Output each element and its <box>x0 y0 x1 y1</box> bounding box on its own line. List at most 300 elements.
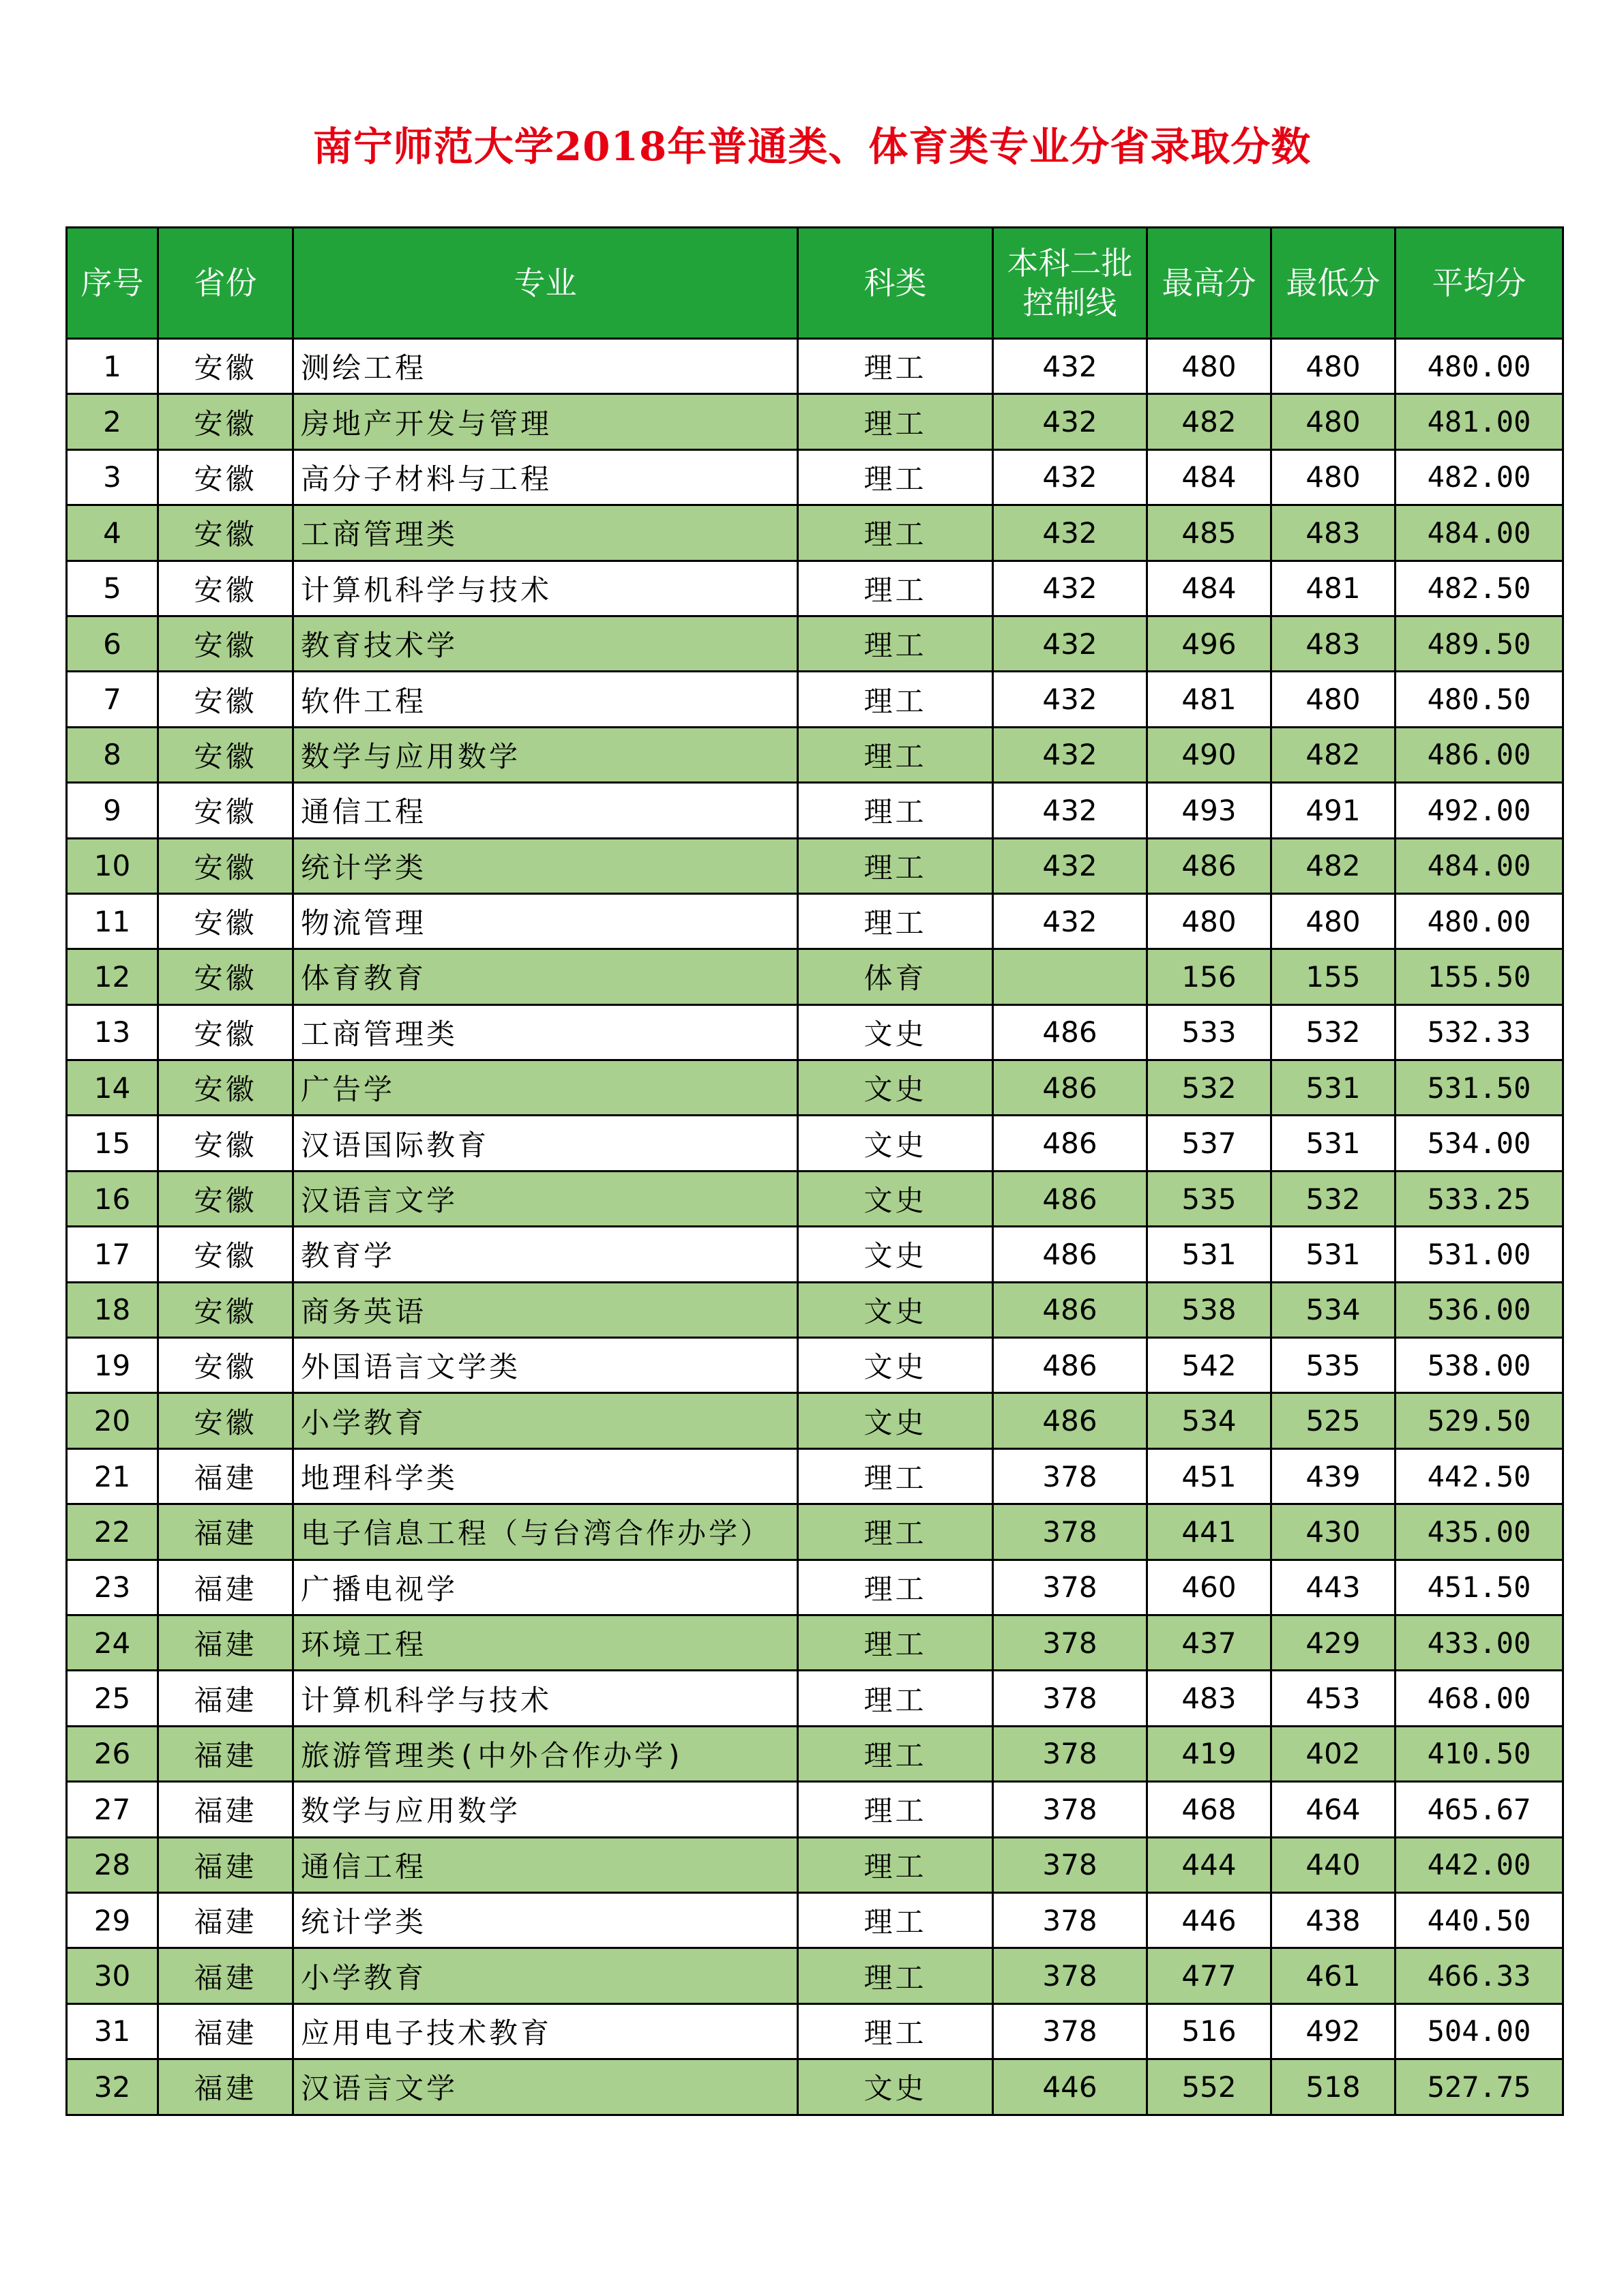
cell-province: 安徽 <box>158 561 293 616</box>
cell-province: 安徽 <box>158 449 293 505</box>
cell-avg: 465.67 <box>1396 1782 1563 1837</box>
cell-major: 测绘工程 <box>293 339 798 394</box>
cell-seq: 17 <box>67 1227 158 1282</box>
cell-category: 理工 <box>798 561 993 616</box>
cell-seq: 8 <box>67 727 158 782</box>
cell-control-line: 486 <box>993 1116 1147 1171</box>
cell-min: 430 <box>1271 1504 1396 1560</box>
cell-min: 525 <box>1271 1393 1396 1448</box>
cell-avg: 481.00 <box>1396 394 1563 449</box>
cell-control-line: 486 <box>993 1282 1147 1337</box>
cell-major: 环境工程 <box>293 1615 798 1670</box>
table-header <box>67 228 1563 339</box>
cell-avg: 504.00 <box>1396 2003 1563 2059</box>
cell-max: 493 <box>1147 783 1271 838</box>
cell-province: 福建 <box>158 1448 293 1504</box>
cell-major: 汉语言文学 <box>293 2059 798 2115</box>
cell-province: 福建 <box>158 1892 293 1948</box>
cell-avg: 538.00 <box>1396 1338 1563 1393</box>
cell-category: 理工 <box>798 838 993 893</box>
cell-category: 理工 <box>798 1615 993 1670</box>
cell-province: 安徽 <box>158 783 293 838</box>
cell-avg: 484.00 <box>1396 505 1563 561</box>
cell-category: 理工 <box>798 2003 993 2059</box>
cell-seq: 14 <box>67 1060 158 1116</box>
cell-province: 安徽 <box>158 394 293 449</box>
cell-seq: 9 <box>67 783 158 838</box>
cell-min: 402 <box>1271 1726 1396 1781</box>
cell-min: 155 <box>1271 949 1396 1004</box>
cell-province: 福建 <box>158 1671 293 1726</box>
cell-avg: 486.00 <box>1396 727 1563 782</box>
cell-min: 480 <box>1271 394 1396 449</box>
cell-category: 文史 <box>798 2059 993 2115</box>
cell-max: 482 <box>1147 394 1271 449</box>
cell-control-line: 432 <box>993 561 1147 616</box>
cell-avg: 532.33 <box>1396 1004 1563 1060</box>
cell-seq: 30 <box>67 1948 158 2003</box>
cell-category: 理工 <box>798 1560 993 1615</box>
cell-control-line: 432 <box>993 616 1147 671</box>
table-row <box>67 1615 1563 1670</box>
cell-control-line: 432 <box>993 505 1147 561</box>
table-row <box>67 2059 1563 2115</box>
cell-control-line: 432 <box>993 838 1147 893</box>
cell-min: 482 <box>1271 838 1396 893</box>
cell-category: 理工 <box>798 1448 993 1504</box>
cell-min: 531 <box>1271 1116 1396 1171</box>
cell-avg: 433.00 <box>1396 1615 1563 1670</box>
cell-major: 物流管理 <box>293 893 798 949</box>
table-row <box>67 339 1563 394</box>
cell-major: 高分子材料与工程 <box>293 449 798 505</box>
cell-max: 483 <box>1147 1671 1271 1726</box>
cell-control-line: 378 <box>993 1504 1147 1560</box>
cell-seq: 11 <box>67 893 158 949</box>
cell-control-line <box>993 949 1147 1004</box>
cell-major: 外国语言文学类 <box>293 1338 798 1393</box>
cell-min: 483 <box>1271 505 1396 561</box>
cell-major: 旅游管理类(中外合作办学) <box>293 1726 798 1781</box>
cell-max: 481 <box>1147 672 1271 727</box>
cell-min: 483 <box>1271 616 1396 671</box>
cell-province: 安徽 <box>158 1060 293 1116</box>
cell-province: 安徽 <box>158 949 293 1004</box>
cell-control-line: 378 <box>993 1615 1147 1670</box>
cell-category: 理工 <box>798 394 993 449</box>
cell-major: 数学与应用数学 <box>293 1782 798 1837</box>
cell-category: 文史 <box>798 1171 993 1226</box>
cell-province: 福建 <box>158 1615 293 1670</box>
cell-control-line: 486 <box>993 1338 1147 1393</box>
cell-max: 531 <box>1147 1227 1271 1282</box>
cell-min: 518 <box>1271 2059 1396 2115</box>
cell-min: 481 <box>1271 561 1396 616</box>
cell-min: 480 <box>1271 339 1396 394</box>
cell-control-line: 486 <box>993 1004 1147 1060</box>
cell-major: 工商管理类 <box>293 505 798 561</box>
cell-control-line: 486 <box>993 1171 1147 1226</box>
cell-min: 492 <box>1271 2003 1396 2059</box>
cell-max: 477 <box>1147 1948 1271 2003</box>
cell-control-line: 432 <box>993 672 1147 727</box>
header-control-line-1: 本科二批 <box>1007 245 1133 282</box>
cell-province: 安徽 <box>158 838 293 893</box>
cell-seq: 2 <box>67 394 158 449</box>
table-row <box>67 1227 1563 1282</box>
cell-major: 小学教育 <box>293 1948 798 2003</box>
table-row <box>67 672 1563 727</box>
cell-province: 福建 <box>158 2059 293 2115</box>
cell-min: 429 <box>1271 1615 1396 1670</box>
cell-category: 理工 <box>798 449 993 505</box>
table-row <box>67 783 1563 838</box>
table-row <box>67 1726 1563 1781</box>
cell-control-line: 378 <box>993 1671 1147 1726</box>
table-row <box>67 616 1563 671</box>
cell-seq: 7 <box>67 672 158 727</box>
cell-category: 理工 <box>798 672 993 727</box>
cell-control-line: 432 <box>993 783 1147 838</box>
table-row <box>67 1948 1563 2003</box>
cell-seq: 24 <box>67 1615 158 1670</box>
table-row <box>67 1338 1563 1393</box>
cell-seq: 32 <box>67 2059 158 2115</box>
header-control-line <box>993 228 1147 339</box>
cell-major: 汉语国际教育 <box>293 1116 798 1171</box>
cell-major: 计算机科学与技术 <box>293 1671 798 1726</box>
cell-category: 理工 <box>798 1782 993 1837</box>
cell-major: 应用电子技术教育 <box>293 2003 798 2059</box>
table-row <box>67 505 1563 561</box>
cell-category: 理工 <box>798 1504 993 1560</box>
header-category: 科类 <box>798 228 993 339</box>
cell-seq: 22 <box>67 1504 158 1560</box>
cell-seq: 15 <box>67 1116 158 1171</box>
cell-province: 安徽 <box>158 616 293 671</box>
cell-province: 安徽 <box>158 727 293 782</box>
cell-category: 体育 <box>798 949 993 1004</box>
table-row <box>67 727 1563 782</box>
header-avg: 平均分 <box>1396 228 1563 339</box>
table-row <box>67 1837 1563 1892</box>
header-row <box>67 228 1563 339</box>
cell-avg: 482.00 <box>1396 449 1563 505</box>
cell-avg: 480.50 <box>1396 672 1563 727</box>
header-max: 最高分 <box>1147 228 1271 339</box>
cell-max: 533 <box>1147 1004 1271 1060</box>
cell-major: 小学教育 <box>293 1393 798 1448</box>
cell-max: 460 <box>1147 1560 1271 1615</box>
cell-max: 484 <box>1147 449 1271 505</box>
cell-avg: 451.50 <box>1396 1560 1563 1615</box>
cell-max: 480 <box>1147 339 1271 394</box>
cell-major: 通信工程 <box>293 783 798 838</box>
cell-min: 438 <box>1271 1892 1396 1948</box>
cell-min: 531 <box>1271 1060 1396 1116</box>
cell-avg: 529.50 <box>1396 1393 1563 1448</box>
cell-max: 446 <box>1147 1892 1271 1948</box>
table-row <box>67 893 1563 949</box>
cell-control-line: 378 <box>993 1448 1147 1504</box>
table-row <box>67 949 1563 1004</box>
cell-province: 福建 <box>158 1837 293 1892</box>
cell-max: 480 <box>1147 893 1271 949</box>
cell-category: 理工 <box>798 505 993 561</box>
cell-province: 安徽 <box>158 505 293 561</box>
cell-min: 532 <box>1271 1171 1396 1226</box>
cell-max: 419 <box>1147 1726 1271 1781</box>
cell-control-line: 432 <box>993 893 1147 949</box>
cell-max: 537 <box>1147 1116 1271 1171</box>
cell-avg: 410.50 <box>1396 1726 1563 1781</box>
cell-min: 532 <box>1271 1004 1396 1060</box>
table-row <box>67 1448 1563 1504</box>
table-row <box>67 1393 1563 1448</box>
cell-category: 理工 <box>798 727 993 782</box>
table-row <box>67 1116 1563 1171</box>
cell-max: 532 <box>1147 1060 1271 1116</box>
cell-max: 542 <box>1147 1338 1271 1393</box>
cell-control-line: 378 <box>993 1892 1147 1948</box>
cell-major: 广播电视学 <box>293 1560 798 1615</box>
cell-category: 文史 <box>798 1227 993 1282</box>
cell-major: 统计学类 <box>293 838 798 893</box>
table-row <box>67 1504 1563 1560</box>
cell-min: 461 <box>1271 1948 1396 2003</box>
cell-max: 441 <box>1147 1504 1271 1560</box>
cell-avg: 480.00 <box>1396 893 1563 949</box>
table-row <box>67 1892 1563 1948</box>
table-row <box>67 1671 1563 1726</box>
cell-province: 安徽 <box>158 1004 293 1060</box>
cell-avg: 480.00 <box>1396 339 1563 394</box>
cell-province: 安徽 <box>158 893 293 949</box>
cell-seq: 1 <box>67 339 158 394</box>
cell-max: 534 <box>1147 1393 1271 1448</box>
cell-seq: 25 <box>67 1671 158 1726</box>
table-row <box>67 1560 1563 1615</box>
cell-province: 安徽 <box>158 1393 293 1448</box>
table-row <box>67 838 1563 893</box>
cell-control-line: 432 <box>993 394 1147 449</box>
cell-avg: 466.33 <box>1396 1948 1563 2003</box>
cell-control-line: 432 <box>993 449 1147 505</box>
cell-avg: 442.00 <box>1396 1837 1563 1892</box>
cell-min: 491 <box>1271 783 1396 838</box>
header-seq: 序号 <box>67 228 158 339</box>
cell-major: 房地产开发与管理 <box>293 394 798 449</box>
cell-avg: 534.00 <box>1396 1116 1563 1171</box>
cell-province: 安徽 <box>158 339 293 394</box>
cell-avg: 435.00 <box>1396 1504 1563 1560</box>
cell-max: 535 <box>1147 1171 1271 1226</box>
cell-max: 552 <box>1147 2059 1271 2115</box>
table-row <box>67 2003 1563 2059</box>
cell-category: 文史 <box>798 1116 993 1171</box>
cell-province: 安徽 <box>158 1227 293 1282</box>
table-row <box>67 1171 1563 1226</box>
cell-control-line: 378 <box>993 1782 1147 1837</box>
cell-control-line: 486 <box>993 1227 1147 1282</box>
cell-major: 商务英语 <box>293 1282 798 1337</box>
cell-seq: 27 <box>67 1782 158 1837</box>
cell-avg: 536.00 <box>1396 1282 1563 1337</box>
page-title: 南宁师范大学2018年普通类、体育类专业分省录取分数 <box>312 123 1312 170</box>
cell-control-line: 378 <box>993 1948 1147 2003</box>
cell-category: 理工 <box>798 1837 993 1892</box>
cell-seq: 10 <box>67 838 158 893</box>
cell-max: 486 <box>1147 838 1271 893</box>
cell-major: 通信工程 <box>293 1837 798 1892</box>
cell-seq: 4 <box>67 505 158 561</box>
cell-major: 数学与应用数学 <box>293 727 798 782</box>
cell-category: 文史 <box>798 1060 993 1116</box>
cell-avg: 482.50 <box>1396 561 1563 616</box>
cell-max: 451 <box>1147 1448 1271 1504</box>
cell-major: 汉语言文学 <box>293 1171 798 1226</box>
table-body <box>67 339 1563 2115</box>
cell-control-line: 486 <box>993 1060 1147 1116</box>
cell-major: 体育教育 <box>293 949 798 1004</box>
cell-avg: 531.50 <box>1396 1060 1563 1116</box>
cell-control-line: 378 <box>993 1837 1147 1892</box>
cell-max: 437 <box>1147 1615 1271 1670</box>
cell-avg: 442.50 <box>1396 1448 1563 1504</box>
cell-min: 480 <box>1271 449 1396 505</box>
cell-control-line: 432 <box>993 339 1147 394</box>
table-row <box>67 1060 1563 1116</box>
cell-category: 文史 <box>798 1338 993 1393</box>
cell-major: 软件工程 <box>293 672 798 727</box>
cell-avg: 533.25 <box>1396 1171 1563 1226</box>
cell-major: 工商管理类 <box>293 1004 798 1060</box>
cell-major: 教育学 <box>293 1227 798 1282</box>
cell-category: 理工 <box>798 1671 993 1726</box>
cell-province: 安徽 <box>158 672 293 727</box>
cell-min: 480 <box>1271 672 1396 727</box>
cell-seq: 21 <box>67 1448 158 1504</box>
cell-province: 福建 <box>158 1782 293 1837</box>
cell-category: 理工 <box>798 783 993 838</box>
cell-control-line: 378 <box>993 1560 1147 1615</box>
cell-seq: 19 <box>67 1338 158 1393</box>
cell-seq: 28 <box>67 1837 158 1892</box>
cell-category: 理工 <box>798 339 993 394</box>
cell-seq: 13 <box>67 1004 158 1060</box>
cell-province: 安徽 <box>158 1282 293 1337</box>
header-min: 最低分 <box>1271 228 1396 339</box>
cell-seq: 29 <box>67 1892 158 1948</box>
cell-max: 156 <box>1147 949 1271 1004</box>
cell-major: 电子信息工程（与台湾合作办学） <box>293 1504 798 1560</box>
cell-category: 理工 <box>798 1726 993 1781</box>
cell-max: 496 <box>1147 616 1271 671</box>
cell-control-line: 378 <box>993 1726 1147 1781</box>
cell-province: 安徽 <box>158 1338 293 1393</box>
cell-seq: 18 <box>67 1282 158 1337</box>
cell-max: 484 <box>1147 561 1271 616</box>
cell-min: 535 <box>1271 1338 1396 1393</box>
cell-min: 464 <box>1271 1782 1396 1837</box>
cell-seq: 5 <box>67 561 158 616</box>
cell-seq: 16 <box>67 1171 158 1226</box>
cell-major: 教育技术学 <box>293 616 798 671</box>
cell-seq: 26 <box>67 1726 158 1781</box>
cell-avg: 492.00 <box>1396 783 1563 838</box>
cell-control-line: 486 <box>993 1393 1147 1448</box>
cell-min: 453 <box>1271 1671 1396 1726</box>
cell-province: 安徽 <box>158 1171 293 1226</box>
cell-province: 福建 <box>158 1948 293 2003</box>
cell-max: 490 <box>1147 727 1271 782</box>
cell-avg: 155.50 <box>1396 949 1563 1004</box>
table-row <box>67 561 1563 616</box>
cell-min: 443 <box>1271 1560 1396 1615</box>
cell-avg: 531.00 <box>1396 1227 1563 1282</box>
cell-avg: 527.75 <box>1396 2059 1563 2115</box>
cell-province: 安徽 <box>158 1116 293 1171</box>
cell-province: 福建 <box>158 1726 293 1781</box>
cell-major: 广告学 <box>293 1060 798 1116</box>
admission-scores-table <box>65 226 1564 2116</box>
cell-major: 地理科学类 <box>293 1448 798 1504</box>
table-row <box>67 1004 1563 1060</box>
cell-seq: 20 <box>67 1393 158 1448</box>
cell-province: 福建 <box>158 2003 293 2059</box>
cell-category: 文史 <box>798 1393 993 1448</box>
cell-control-line: 378 <box>993 2003 1147 2059</box>
cell-min: 482 <box>1271 727 1396 782</box>
cell-max: 444 <box>1147 1837 1271 1892</box>
cell-max: 468 <box>1147 1782 1271 1837</box>
cell-avg: 489.50 <box>1396 616 1563 671</box>
cell-min: 534 <box>1271 1282 1396 1337</box>
header-province: 省份 <box>158 228 293 339</box>
cell-category: 理工 <box>798 616 993 671</box>
cell-category: 理工 <box>798 893 993 949</box>
cell-max: 485 <box>1147 505 1271 561</box>
cell-seq: 31 <box>67 2003 158 2059</box>
cell-max: 538 <box>1147 1282 1271 1337</box>
cell-control-line: 446 <box>993 2059 1147 2115</box>
table-row <box>67 394 1563 449</box>
cell-min: 531 <box>1271 1227 1396 1282</box>
cell-avg: 440.50 <box>1396 1892 1563 1948</box>
cell-max: 516 <box>1147 2003 1271 2059</box>
cell-min: 480 <box>1271 893 1396 949</box>
cell-category: 理工 <box>798 1892 993 1948</box>
cell-seq: 12 <box>67 949 158 1004</box>
table-row <box>67 449 1563 505</box>
cell-major: 计算机科学与技术 <box>293 561 798 616</box>
cell-category: 文史 <box>798 1004 993 1060</box>
cell-avg: 468.00 <box>1396 1671 1563 1726</box>
header-control-line-2: 控制线 <box>1022 284 1117 321</box>
cell-province: 福建 <box>158 1504 293 1560</box>
cell-min: 439 <box>1271 1448 1396 1504</box>
cell-control-line: 432 <box>993 727 1147 782</box>
table-row <box>67 1282 1563 1337</box>
cell-seq: 3 <box>67 449 158 505</box>
cell-category: 文史 <box>798 1282 993 1337</box>
cell-major: 统计学类 <box>293 1892 798 1948</box>
cell-avg: 484.00 <box>1396 838 1563 893</box>
cell-seq: 23 <box>67 1560 158 1615</box>
cell-category: 理工 <box>798 1948 993 2003</box>
cell-seq: 6 <box>67 616 158 671</box>
cell-province: 福建 <box>158 1560 293 1615</box>
